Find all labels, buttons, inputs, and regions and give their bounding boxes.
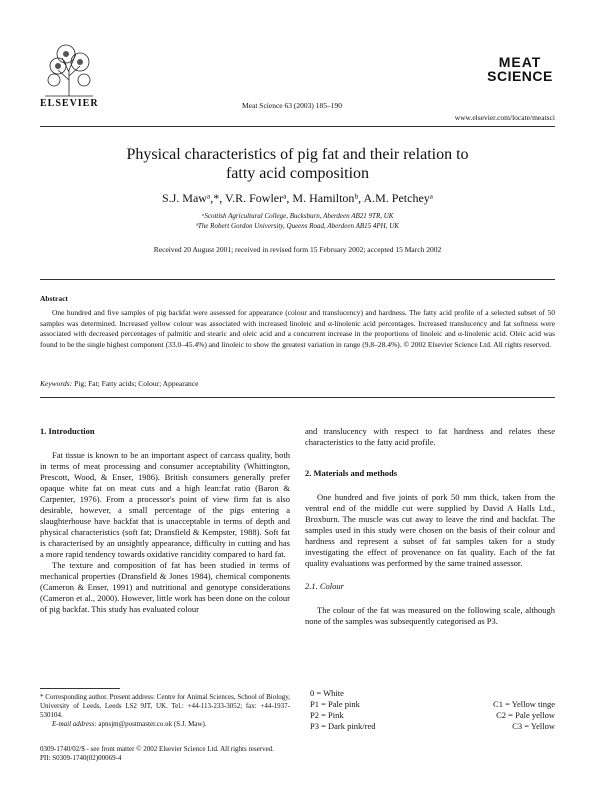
- scale-p1: P1 = Pale pink: [310, 699, 360, 709]
- article-title: [40, 145, 555, 183]
- abstract-text: One hundred and five samples of pig backfat were assessed for appearance (colour and translucency) and hardness. The fatty acid profile of a selected subset of 50 samples was determined. Increased yellow colour was associated with increased linoleic and α-linolenic acid percentages. Increased translucency and fat softness were associated with decreased percentages of palmitic and stearic and oleic acid and a concurrent increase in the proportions of linoleic and α-linolenic acid. Oleic acid was found to be the single highest component (33.0–45.4%) and linoleic to show the greatest variation in range (9.8–28.4%). © 2002 Elsevier Science Ltd. All rights reserved.: [40, 308, 555, 349]
- abstract-heading: Abstract: [40, 294, 68, 303]
- section-2-1-paragraph-1: The colour of the fat was measured on the following scale, although none of the samples was subsequently categorised as P3.: [305, 605, 555, 626]
- scale-c1: C1 = Yellow tinge: [493, 699, 555, 709]
- section-1-paragraph-2: The texture and composition of fat has been studied in terms of mechanical properties (Dransfield & Jones 1984), chemical components (Cameron & Enser, 1991) and nutritional and genotype considerations (Cameron et al., 2000). However, little work has been done on the colour of pig backfat. This study has evaluated colour: [40, 560, 290, 614]
- section-1-paragraph-1: Fat tissue is known to be an important aspect of carcass quality, both in terms of meat processing and consumer acceptability (Whittington, Prescott, Wood, & Enser, 1986). British consumers generally prefer opaque white fat on meat cuts and a high lean:fat ratio (Baron & Carpenter, 1976). From a processor's point of view firm fat is also desirable, however, a small percentage of the pigs entering a slaughterhouse have backfat that is unacceptable in terms of depth and physical characteristics (soft fat; Dransfield & Kempster, 1988). Soft fat is characterised by an unsightly appearance, difficulty in cutting and has a more rapid tendency towards oxidative rancidity compared to hard fat.: [40, 450, 290, 559]
- abstract-bottom-rule: [40, 397, 555, 398]
- section-1-heading: 1. Introduction: [40, 426, 95, 436]
- publisher-name: ELSEVIER: [40, 98, 99, 109]
- affiliation-a: ᵃScottish Agricultural College, Bucksburn, Aberdeen AB21 9TR, UK: [201, 212, 394, 220]
- scale-white: 0 = White: [310, 688, 344, 698]
- affiliation-b: ᵇThe Robert Gordon University, Queens Road, Aberdeen AB15 4PH, UK: [196, 222, 399, 230]
- footnote: [40, 693, 290, 729]
- received-dates: Received 20 August 2001; received in revised form 15 February 2002; accepted 15 March 2002: [153, 245, 442, 254]
- title-line-1: Physical characteristics of pig fat and their relation to: [126, 146, 469, 163]
- title-line-2: fatty acid composition: [225, 165, 370, 182]
- email-label: E-mail address:: [52, 720, 97, 728]
- scale-p2: P2 = Pink: [310, 710, 344, 720]
- journal-logo-line1: MEAT: [498, 54, 542, 70]
- journal-logo-line2: SCIENCE: [487, 68, 553, 84]
- journal-logo: [485, 55, 555, 83]
- scale-c3: C3 = Yellow: [512, 721, 555, 731]
- keywords: [40, 379, 198, 388]
- pii-line: PII: S0309-1740(02)00069-4: [40, 754, 122, 762]
- keywords-label: Keywords:: [40, 379, 73, 388]
- scale-c2: C2 = Pale yellow: [496, 710, 555, 720]
- right-column: [305, 426, 555, 627]
- section-2-paragraph-1: One hundred and five joints of pork 50 mm thick, taken from the ventral end of the middle cut were supplied by David A Halls Ltd., Broxburn. The muscle was cut away to leave the rind and backfat. The samples used in this study were chosen on the basis of their colour and hardness and represent a subset of fat samples taken for a study investigating the effect of provenance on fat quality. Each of the fat quality evaluations was performed by the same trained assessor.: [305, 492, 555, 568]
- right-paragraph-continuation: and translucency with respect to fat hardness and relates these characteristics to the fatty acid profile.: [305, 426, 555, 447]
- keywords-list: Pig; Fat; Fatty acids; Colour; Appearance: [72, 379, 199, 388]
- journal-url[interactable]: www.elsevier.com/locate/meatsci: [454, 113, 555, 122]
- footnote-rule: [40, 688, 120, 689]
- section-2-1-heading: 2.1. Colour: [305, 581, 344, 591]
- issn-line: 0309-1740/02/$ - see front matter © 2002 Elsevier Science Ltd. All rights reserved.: [40, 745, 274, 753]
- header-rule: [40, 126, 555, 127]
- abstract-top-rule: [40, 279, 555, 280]
- corresponding-author-note: * Corresponding author. Present address: Centre for Animal Sciences, School of Biology, University of Leeds, Leeds LS2 9JT, UK. Tel.: +44-113-233-3052; fax: +44-1937-530104.: [40, 693, 290, 719]
- email-address[interactable]: apnsjm@postmaster.co.uk (S.J. Maw).: [96, 720, 207, 728]
- scale-p3: P3 = Dark pink/red: [310, 721, 376, 731]
- section-2-heading: 2. Materials and methods: [305, 468, 398, 478]
- journal-reference: Meat Science 63 (2003) 185–190: [242, 101, 342, 110]
- authors: S.J. Mawᵃ,*, V.R. Fowlerᵃ, M. Hamiltonᵇ, A.M. Petcheyᵃ: [161, 191, 434, 205]
- bottom-info: [40, 745, 274, 763]
- elsevier-tree-logo-icon: [40, 40, 98, 98]
- colour-scale: [310, 688, 555, 732]
- left-column: [40, 426, 290, 615]
